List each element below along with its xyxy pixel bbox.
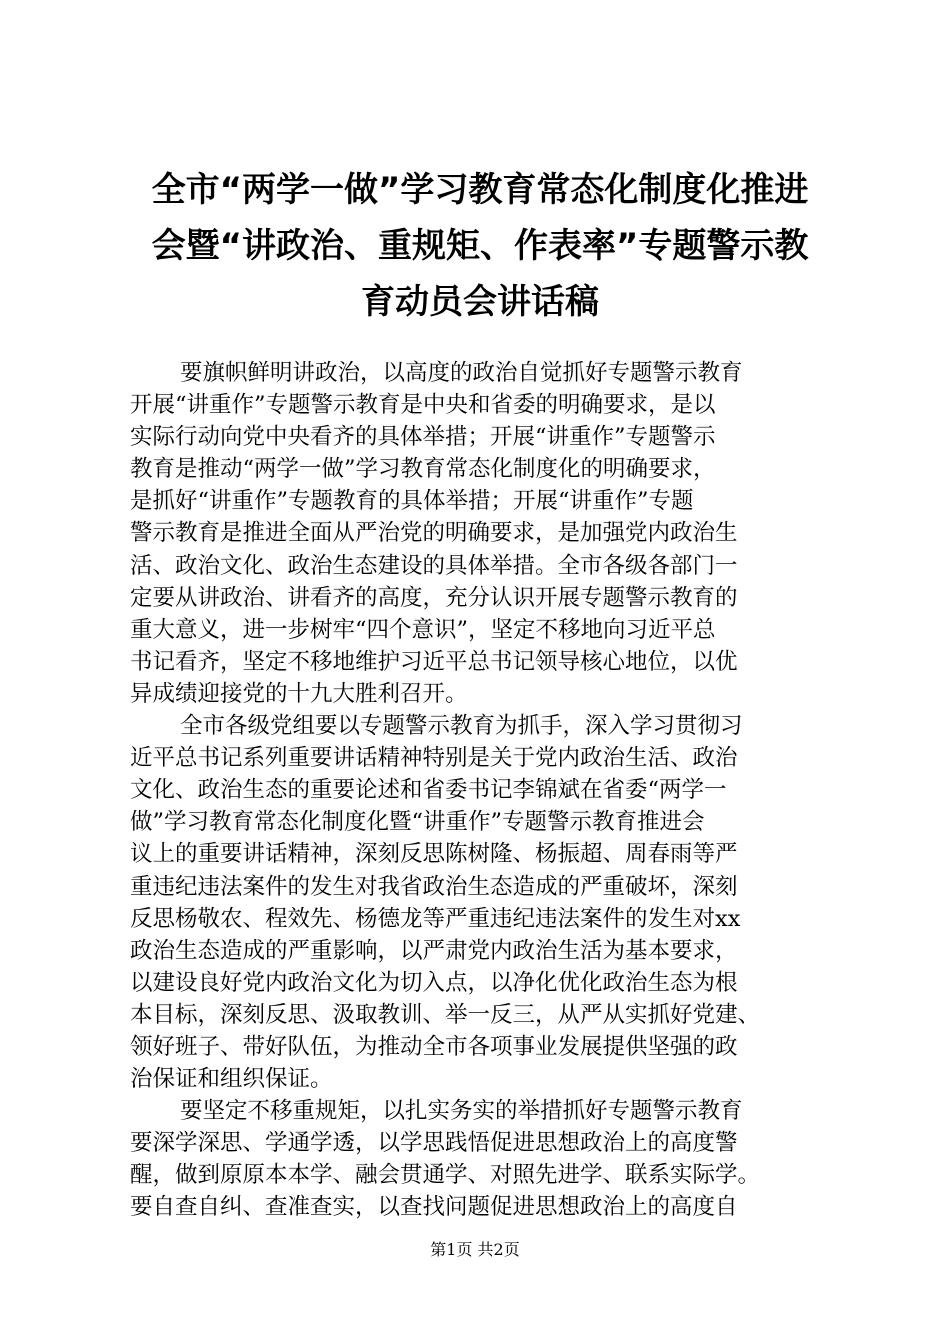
text-line: 教育是推动“两学一做”学习教育常态化制度化的明确要求， — [130, 456, 716, 483]
text-line: 要坚定不移重规矩，以扎实务实的举措抓好专题警示教育 — [180, 1098, 743, 1125]
title-line: 会暨“讲政治、重规矩、作表率”专题警示教 — [151, 226, 809, 266]
text-line: 文化、政治生态的重要论述和省委书记李锦斌在省委“两学一 — [130, 777, 727, 804]
text-line: 重违纪违法案件的发生对我省政治生态造成的严重破坏，深刻 — [130, 873, 738, 900]
text-line: 定要从讲政治、讲看齐的高度，充分认识开展专题警示教育的 — [130, 584, 738, 611]
paragraph-1 — [130, 357, 835, 710]
text-line: 开展“讲重作”专题警示教育是中央和省委的明确要求，是以 — [130, 392, 716, 419]
title-line: 育动员会讲话稿 — [361, 282, 599, 322]
text-line: 反思杨敬农、程效先、杨德龙等严重违纪违法案件的发生对xx — [130, 905, 741, 932]
document-title — [125, 162, 835, 330]
text-line: 治保证和组织保证。 — [130, 1066, 333, 1093]
text-line: 书记看齐，坚定不移地维护习近平总书记领导核心地位，以优 — [130, 648, 738, 675]
text-line: 以建设良好党内政治文化为切入点，以净化优化政治生态为根 — [130, 969, 738, 996]
paragraph-3 — [130, 1095, 835, 1223]
text-line: 活、政治文化、政治生态建设的具体举措。全市各级各部门一 — [130, 552, 738, 579]
text-line: 本目标，深刻反思、汲取教训、举一反三，从严从实抓好党建、 — [130, 1001, 761, 1028]
text-line: 领好班子、带好队伍，为推动全市各项事业发展提供坚强的政 — [130, 1033, 738, 1060]
text-line: 要旗帜鲜明讲政治，以高度的政治自觉抓好专题警示教育 — [180, 360, 743, 386]
text-line: 异成绩迎接党的十九大胜利召开。 — [130, 680, 468, 707]
paragraph-2 — [130, 710, 835, 1095]
text-line: 重大意义，进一步树牢“四个意识”，坚定不移地向习近平总 — [130, 616, 716, 643]
page-footer: 第1页 共2页 — [430, 1240, 520, 1259]
text-line: 全市各级党组要以专题警示教育为抓手，深入学习贯彻习 — [180, 713, 743, 740]
text-line: 是抓好“讲重作”专题教育的具体举措；开展“讲重作”专题 — [130, 488, 694, 515]
text-line: 警示教育是推进全面从严治党的明确要求，是加强党内政治生 — [130, 520, 738, 547]
text-line: 要深学深思、学通学透，以学思践悟促进思想政治上的高度警 — [130, 1130, 738, 1157]
text-line: 醒，做到原原本本学、融会贯通学、对照先进学、联系实际学。 — [130, 1162, 761, 1189]
text-line: 做”学习教育常态化制度化暨“讲重作”专题警示教育推进会 — [130, 809, 705, 836]
document-body — [130, 357, 835, 1224]
text-line: 实际行动向党中央看齐的具体举措；开展“讲重作”专题警示 — [130, 424, 716, 451]
text-line: 议上的重要讲话精神，深刻反思陈树隆、杨振超、周春雨等严 — [130, 841, 738, 868]
text-line: 政治生态造成的严重影响，以严肃党内政治生活为基本要求， — [130, 937, 738, 964]
text-line: 要自查自纠、查准查实，以查找问题促进思想政治上的高度自 — [130, 1194, 738, 1221]
title-line: 全市“两学一做”学习教育常态化制度化推进 — [151, 170, 809, 210]
text-line: 近平总书记系列重要讲话精神特别是关于党内政治生活、政治 — [130, 745, 738, 772]
